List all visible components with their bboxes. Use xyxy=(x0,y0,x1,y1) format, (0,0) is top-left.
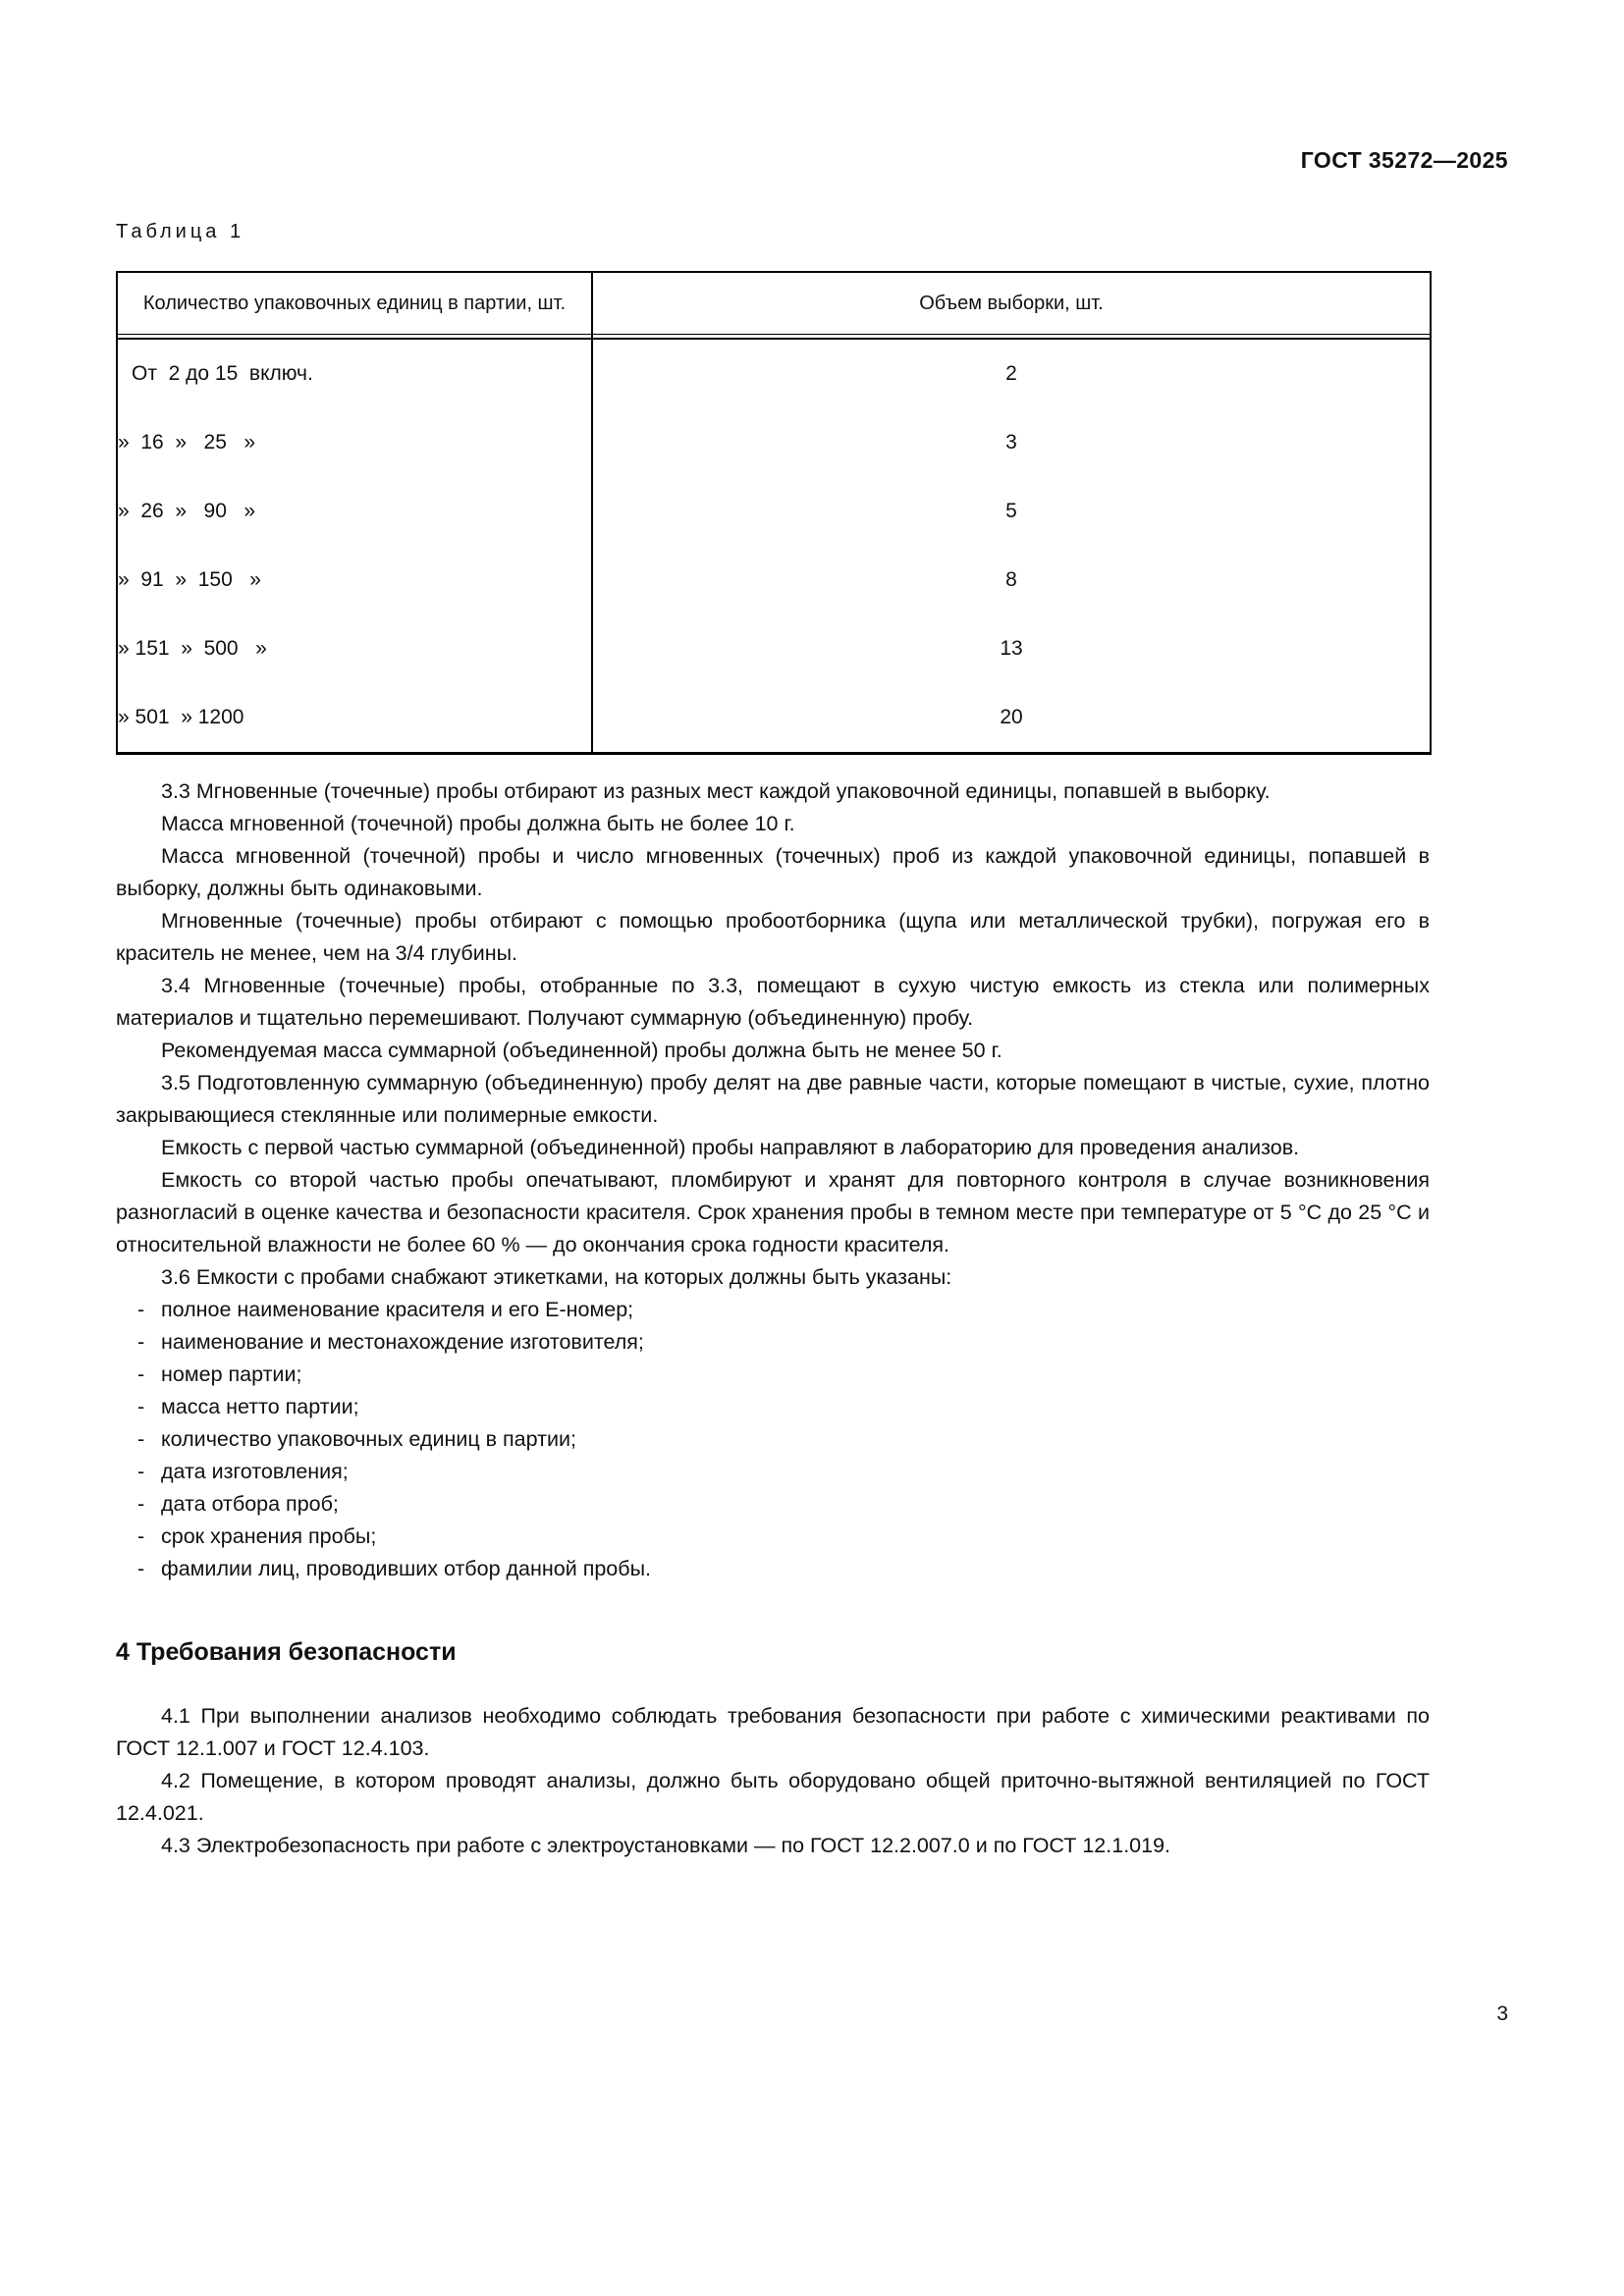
list-item xyxy=(116,1326,1430,1359)
list-item-label: количество упаковочных единиц в партии; xyxy=(161,1427,576,1451)
cell-sample-volume: 3 xyxy=(592,408,1431,477)
table-header-lot-units: Количество упаковочных единиц в партии, шт. xyxy=(117,272,592,335)
list-item xyxy=(116,1488,1430,1521)
paragraph-mass-max: Масса мгновенной (точечной) пробы должна быть не более 10 г. xyxy=(161,812,795,835)
cell-lot-units: » 91 » 150 » xyxy=(118,568,261,591)
cell-sample-volume: 8 xyxy=(592,546,1431,614)
dash-bullet-icon: - xyxy=(137,1330,145,1354)
cell-sample-volume: 20 xyxy=(592,683,1431,754)
paragraph-mass-equal: Масса мгновенной (точечной) пробы и число мгновенных (точечных) проб из каждой упаковочной единицы, попавшей в выборку, должны быть одинаковыми. xyxy=(116,844,1430,900)
table-header-row xyxy=(117,272,1431,335)
list-item-label: дата отбора проб; xyxy=(161,1492,339,1516)
paragraph-4-1: 4.1 При выполнении анализов необходимо соблюдать требования безопасности при работе с химическими реактивами по ГОСТ 12.1.007 и ГОСТ 12.4.103. xyxy=(116,1704,1430,1760)
cell-lot-units: От 2 до 15 включ. xyxy=(132,362,313,385)
table-row xyxy=(117,546,1431,614)
cell-lot-units: » 26 » 90 » xyxy=(118,500,256,522)
paragraph-4-3: 4.3 Электробезопасность при работе с электроустановками — по ГОСТ 12.2.007.0 и по ГОСТ 12.1.019. xyxy=(161,1834,1171,1857)
page-header-standard-id: ГОСТ 35272—2025 xyxy=(1300,147,1508,173)
cell-sample-volume: 13 xyxy=(592,614,1431,683)
paragraph-3-5: 3.5 Подготовленную суммарную (объединенную) пробу делят на две равные части, которые помещают в чистые, сухие, плотно закрывающиеся стеклянные или полимерные емкости. xyxy=(116,1071,1430,1127)
table-body xyxy=(117,339,1431,754)
sampling-table-container xyxy=(116,271,1430,755)
dash-bullet-icon: - xyxy=(137,1492,145,1516)
dash-bullet-icon: - xyxy=(137,1362,145,1386)
list-item xyxy=(116,1456,1430,1488)
paragraph-4-2: 4.2 Помещение, в котором проводят анализы, должно быть оборудовано общей приточно-вытяжной вентиляцией по ГОСТ 12.4.021. xyxy=(116,1769,1430,1825)
dash-bullet-icon: - xyxy=(137,1524,145,1548)
dash-bullet-icon: - xyxy=(137,1395,145,1418)
cell-lot-units: » 151 » 500 » xyxy=(118,637,267,660)
document-body xyxy=(116,775,1430,1862)
paragraph-recommended-mass: Рекомендуемая масса суммарной (объединенной) пробы должна быть не менее 50 г. xyxy=(161,1039,1002,1062)
list-item xyxy=(116,1294,1430,1326)
cell-sample-volume: 5 xyxy=(592,477,1431,546)
table-row xyxy=(117,683,1431,754)
table-caption: Таблица 1 xyxy=(116,221,245,242)
list-item xyxy=(116,1359,1430,1391)
paragraph-3-4: 3.4 Мгновенные (точечные) пробы, отобранные по 3.3, помещают в сухую чистую емкость из стекла или полимерных материалов и тщательно перемешивают. Получают суммарную (объединенную) пробу. xyxy=(116,974,1430,1030)
paragraph-3-6: 3.6 Емкости с пробами снабжают этикетками, на которых должны быть указаны: xyxy=(161,1265,952,1289)
paragraph-3-3: 3.3 Мгновенные (точечные) пробы отбирают из разных мест каждой упаковочной единицы, попавшей в выборку. xyxy=(161,779,1271,803)
list-item-label: масса нетто партии; xyxy=(161,1395,359,1418)
dash-bullet-icon: - xyxy=(137,1298,145,1321)
cell-sample-volume: 2 xyxy=(592,339,1431,408)
paragraph-sampler: Мгновенные (точечные) пробы отбирают с помощью пробоотборника (щупа или металлической трубки), погружая его в краситель не менее, чем на 3/4 глубины. xyxy=(116,909,1430,965)
table-head xyxy=(117,272,1431,339)
paragraph-first-part: Емкость с первой частью суммарной (объединенной) пробы направляют в лабораторию для проведения анализов. xyxy=(161,1136,1300,1159)
list-item xyxy=(116,1521,1430,1553)
section-4-paragraphs xyxy=(116,1700,1430,1862)
list-item-label: дата изготовления; xyxy=(161,1460,349,1483)
dash-bullet-icon: - xyxy=(137,1427,145,1451)
list-item-label: полное наименование красителя и его Е-номер; xyxy=(161,1298,634,1321)
list-item-label: фамилии лиц, проводивших отбор данной пробы. xyxy=(161,1557,651,1580)
list-item-label: номер партии; xyxy=(161,1362,302,1386)
paragraph-second-part: Емкость со второй частью пробы опечатывают, пломбируют и хранят для повторного контроля в случае возникновения разногласий в оценке качества и безопасности красителя. Срок хранения пробы в темном месте при температуре от 5 °C до 25 °C и относительной влажности не более 60 % — до окончания срока годности красителя. xyxy=(116,1168,1430,1256)
section-title-safety-requirements: 4 Требования безопасности xyxy=(116,1638,457,1666)
table-header-sample-volume: Объем выборки, шт. xyxy=(592,272,1431,335)
label-requirements-list xyxy=(116,1294,1430,1585)
section-4-heading-block xyxy=(116,1636,1430,1669)
cell-lot-units: » 501 » 1200 xyxy=(118,706,244,728)
table-row xyxy=(117,477,1431,546)
list-item xyxy=(116,1423,1430,1456)
list-item xyxy=(116,1553,1430,1585)
table-row xyxy=(117,614,1431,683)
table-row xyxy=(117,339,1431,408)
list-item xyxy=(116,1391,1430,1423)
page-number: 3 xyxy=(1496,2002,1508,2025)
cell-lot-units: » 16 » 25 » xyxy=(118,431,256,454)
dash-bullet-icon: - xyxy=(137,1460,145,1483)
list-item-label: наименование и местонахождение изготовителя; xyxy=(161,1330,644,1354)
dash-bullet-icon: - xyxy=(137,1557,145,1580)
table-row xyxy=(117,408,1431,477)
list-item-label: срок хранения пробы; xyxy=(161,1524,377,1548)
sampling-table xyxy=(116,271,1432,755)
